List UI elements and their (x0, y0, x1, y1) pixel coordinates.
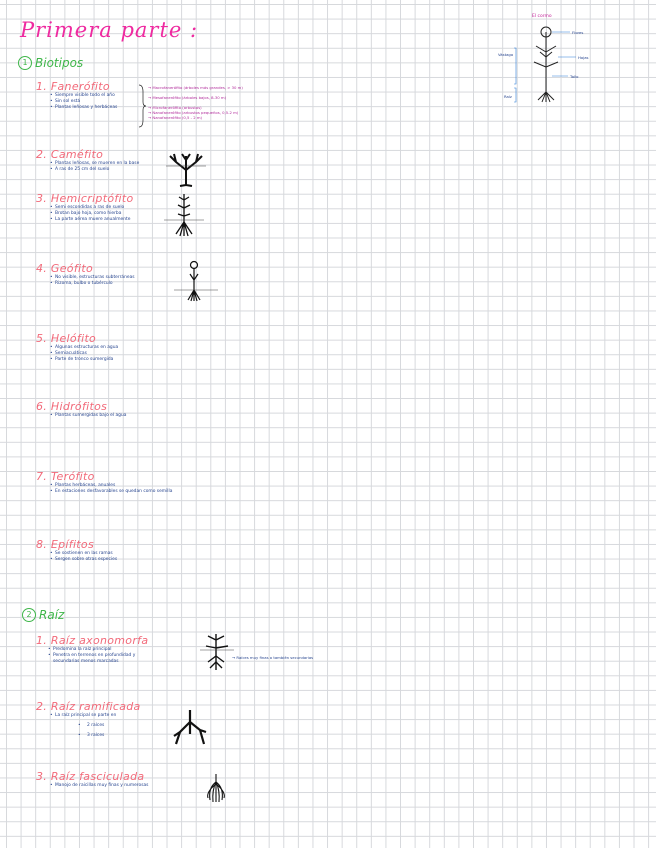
biotipo-terofito (36, 470, 172, 495)
bullet: • Brotan bajo hoja, como hierba (50, 211, 134, 217)
biotipo-heading: 8. Epífitos (36, 538, 94, 551)
raiz-axonomorfa (36, 634, 151, 665)
cormo-diagram (496, 12, 596, 104)
biotipo-heading: 3. Hemicriptófito (36, 192, 134, 205)
biotipo-epifitos (36, 538, 117, 563)
bullet: • En estaciones desfavorables se quedan como semilla (50, 489, 172, 495)
hemicriptofito-sketch-icon (164, 192, 204, 238)
bullet: • Rizoma, bulbo o tubérculo (50, 281, 135, 287)
biotipo-helofito (36, 332, 118, 363)
biotipo-camefito (36, 148, 139, 173)
ramificada-sketch-icon (172, 708, 208, 748)
bullet: • La raíz principal se parte en (50, 713, 141, 719)
bullet: • Plantas leñosas y herbáceas (50, 105, 117, 111)
biotipo-heading: 4. Geófito (36, 262, 93, 275)
raiz-fasciculada (36, 770, 148, 789)
diagram-title: El cormo (532, 14, 552, 19)
bullet: • Semiacuáticas (50, 351, 118, 357)
biotipo-hemicriptofito (36, 192, 134, 223)
note: → Nanofanerófito (0,5 - 2 m) (148, 115, 203, 120)
bullet: • Parte de tronco sumergida (50, 357, 118, 363)
bullet: • Plantas sumergidas bajo el agua (50, 413, 126, 419)
biotipo-heading: 5. Helófito (36, 332, 97, 345)
bullet: • Manojo de raicillas muy finas y numerosas (50, 783, 148, 789)
bullet: • No visible, estructuras subterráneas (50, 275, 135, 281)
bullet: • Se sostienen en las ramas (50, 551, 117, 557)
section-label: Biotipos (35, 56, 84, 70)
raiz-note-text: Raíces muy finas o también secundarias (236, 655, 314, 660)
bullet: • Predomina la raíz principal (48, 647, 151, 653)
raiz-ramificada (36, 700, 141, 739)
diagram-label-flores: Flores (572, 30, 584, 35)
section-number: 1 (18, 56, 32, 70)
bullet: • Siempre visible todo el año (50, 93, 117, 99)
diagram-label-tallo: Tallo (570, 74, 579, 79)
section-raiz (22, 608, 64, 622)
bullet: • La parte aérea muere anualmente (50, 217, 134, 223)
page-title: Primera parte : (20, 18, 199, 42)
note: → Nanofanerófito (arbustos pequeños, 0,5-2 m) (148, 110, 239, 115)
fanerofito-notes (148, 85, 243, 120)
sub-bullet: • 3 raíces (78, 733, 141, 739)
biotipo-fanerofito (36, 80, 117, 111)
raiz-note: → Raíces muy finas o también secundarias (232, 655, 314, 660)
biotipo-heading: 2. Caméfito (36, 148, 104, 161)
sub-bullet: • 2 raíces (78, 723, 141, 729)
section-label: Raíz (39, 608, 65, 622)
biotipo-hidrofitos (36, 400, 126, 419)
axonomorfa-sketch-icon (200, 632, 234, 672)
bullet: • Semi escondidas a ras de suelo (50, 205, 134, 211)
raiz-heading: 1. Raíz axonomorfa (36, 634, 149, 647)
bullet: • Algunas estructuras en agua (50, 345, 118, 351)
note: → Macrofanerófito (árboles más grandes, > 30 m) (148, 85, 243, 90)
raiz-heading: 3. Raíz fasciculada (36, 770, 145, 783)
bullet: • A ras de 25 cm del suelo (50, 167, 139, 173)
bullet: • Plantas leñosas, se mueren en la base (50, 161, 139, 167)
section-number: 2 (22, 608, 36, 622)
section-biotipos (18, 56, 83, 70)
diagram-label-hojas: Hojas (578, 55, 589, 60)
bullet: • Penetra en terrenos en profundidad y secundarias menos marcadas (48, 653, 151, 665)
diagram-label-raiz: Raíz (504, 94, 512, 99)
biotipo-heading: 1. Fanerófito (36, 80, 110, 93)
note: → Mesofanerófito (árboles bajos, 8-30 m) (148, 95, 227, 100)
brace-icon (137, 84, 147, 128)
biotipo-heading: 6. Hidrófitos (36, 400, 108, 413)
note: → Microfanerófito (arbustos) (148, 105, 202, 110)
biotipo-heading: 7. Terófito (36, 470, 95, 483)
diagram-label-vastago: Vástago (498, 52, 514, 57)
fasciculada-sketch-icon (204, 772, 228, 804)
bullet: • Sergen sobre otras especies (50, 557, 117, 563)
camefito-sketch-icon (166, 150, 206, 186)
bullet: • Sin sol está (50, 99, 117, 105)
geofito-sketch-icon (174, 258, 218, 302)
raiz-heading: 2. Raíz ramificada (36, 700, 141, 713)
bullet: • Plantas herbáceas, anuales (50, 483, 172, 489)
biotipo-geofito (36, 262, 135, 287)
